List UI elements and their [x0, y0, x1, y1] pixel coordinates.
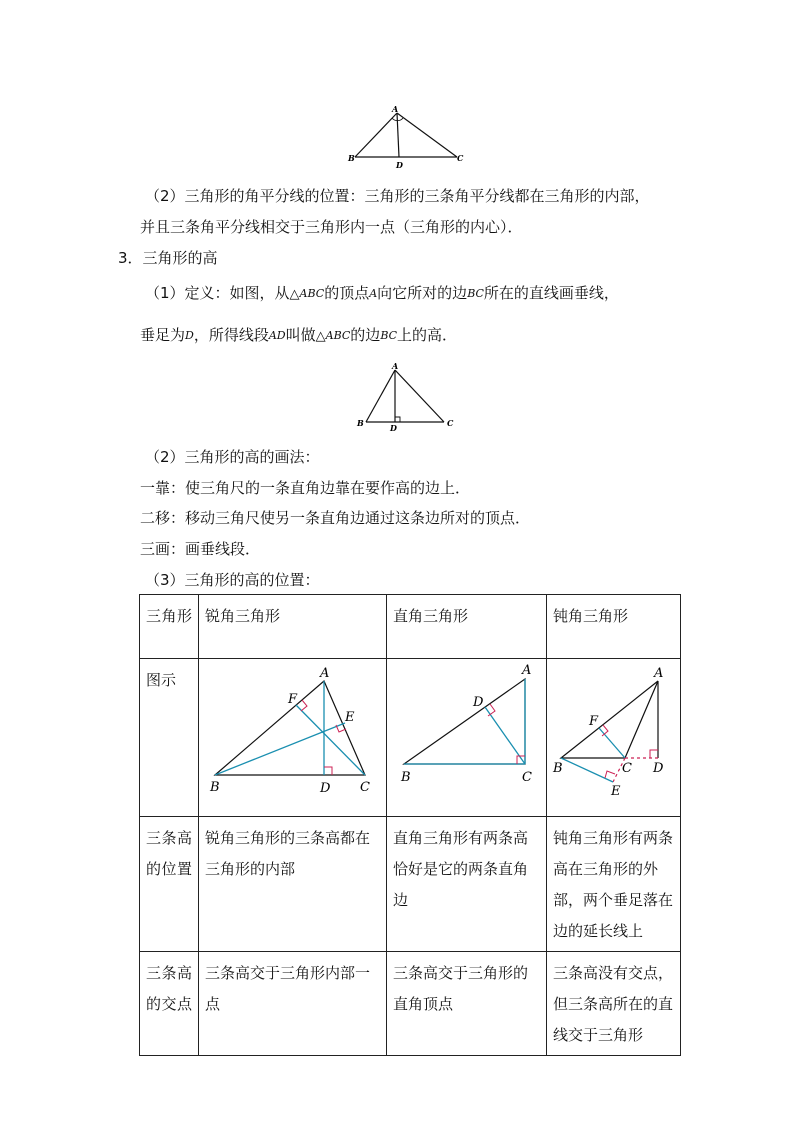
- fig2-label-c: C: [447, 418, 454, 428]
- drawing-step-2: 二移：移动三角尺使另一条直角边通过这条边所对的顶点．: [140, 509, 531, 527]
- obtuse-label-a: A: [654, 666, 664, 681]
- right-position-cell: 直角三角形有两条高恰好是它的两条直角边: [387, 817, 547, 952]
- obtuse-label-b: B: [553, 761, 563, 776]
- intersection-row-label: 三条高的交点: [140, 952, 199, 1056]
- right-triangle-figure: [387, 659, 546, 805]
- drawing-step-3: 三画：画垂线段．: [140, 540, 261, 558]
- header-cell-acute: 锐角三角形: [199, 595, 387, 659]
- acute-position-cell: 锐角三角形的三条高都在三角形的内部: [199, 817, 387, 952]
- altitude-figure: [352, 360, 462, 435]
- acute-label-a: A: [320, 666, 330, 681]
- acute-label-f: F: [288, 692, 298, 707]
- acute-label-c: C: [360, 780, 370, 795]
- acute-figure-cell: [199, 659, 387, 817]
- bisector-figure: [345, 103, 470, 171]
- obtuse-label-d: D: [653, 761, 664, 776]
- obtuse-label-f: F: [589, 714, 599, 729]
- acute-intersection-cell: 三条高交于三角形内部一点: [199, 952, 387, 1056]
- drawing-step-1: 一靠：使三角尺的一条直角边靠在要作高的边上．: [140, 479, 471, 497]
- right-label-a: A: [522, 663, 532, 678]
- header-cell-right: 直角三角形: [387, 595, 547, 659]
- obtuse-intersection-cell: 三条高没有交点，但三条高所在的直线交于三角形: [547, 952, 681, 1056]
- right-label-c: C: [522, 770, 532, 785]
- fig1-label-c: C: [457, 153, 464, 163]
- fig1-label-a: A: [392, 104, 399, 114]
- right-label-d: D: [473, 695, 484, 710]
- definition-line-1: （1）定义：如图，从△ABC的顶点A向它所对的边BC所在的直线画垂线，: [145, 284, 619, 302]
- figure-row-label: 图示: [140, 659, 199, 817]
- right-figure-cell: [387, 659, 547, 817]
- bisector-position-text-2: 并且三条角平分线相交于三角形内一点（三角形的内心）．: [140, 218, 523, 236]
- acute-label-d: D: [320, 781, 331, 796]
- header-cell-triangle: 三角形: [140, 595, 199, 659]
- bisector-position-text: （2）三角形的角平分线的位置：三角形的三条角平分线都在三角形的内部，: [145, 187, 650, 205]
- header-cell-obtuse: 钝角三角形: [547, 595, 681, 659]
- fig1-label-d: D: [396, 160, 403, 170]
- position-row-label: 三条高的位置: [140, 817, 199, 952]
- position-heading: （3）三角形的高的位置：: [145, 571, 320, 589]
- altitude-position-table: [139, 594, 681, 1056]
- fig2-label-d: D: [390, 423, 397, 433]
- section-heading-altitude: 3．三角形的高: [118, 249, 218, 267]
- right-intersection-cell: 三条高交于三角形的直角顶点: [387, 952, 547, 1056]
- definition-line-2: 垂足为D，所得线段AD叫做△ABC的边BC上的高．: [140, 326, 458, 344]
- fig2-label-a: A: [392, 361, 399, 371]
- fig2-label-b: B: [357, 418, 364, 428]
- fig1-label-b: B: [348, 153, 355, 163]
- obtuse-position-cell: 钝角三角形有两条高在三角形的外部，两个垂足落在边的延长线上: [547, 817, 681, 952]
- acute-label-b: B: [210, 780, 220, 795]
- acute-label-e: E: [345, 710, 355, 725]
- acute-triangle-figure: [199, 659, 386, 805]
- obtuse-figure-cell: [547, 659, 681, 817]
- right-label-b: B: [401, 770, 411, 785]
- obtuse-label-e: E: [611, 784, 621, 799]
- obtuse-triangle-figure: [547, 659, 680, 805]
- obtuse-label-c: C: [622, 761, 632, 776]
- drawing-method-heading: （2）三角形的高的画法：: [145, 448, 320, 466]
